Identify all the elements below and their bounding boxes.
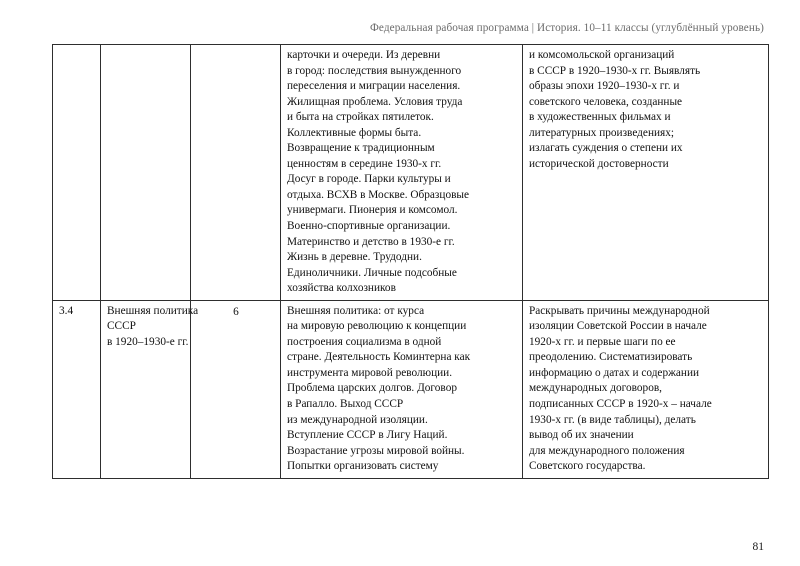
text-line: Внешняя политика: от курса — [287, 304, 425, 317]
cell-program-content — [281, 45, 523, 301]
text-line: в Рапалло. Выход СССР — [287, 398, 404, 411]
cell-section-code — [53, 45, 101, 301]
running-head: Федеральная рабочая программа | История. 10–11 классы (углублённый уровень) — [369, 22, 764, 34]
text-line: построения социализма в одной — [287, 335, 442, 348]
table-row — [53, 300, 769, 478]
table-body — [53, 45, 769, 479]
text-line: Материнство и детство в 1930-е гг. — [287, 235, 455, 248]
text-line: на мировую революцию к концепции — [287, 320, 467, 333]
cell-section-code — [53, 300, 101, 478]
curriculum-table — [52, 44, 769, 479]
text-line: и быта на стройках пятилеток. — [287, 111, 434, 124]
text-line: в СССР в 1920–1930-х гг. Выявлять — [529, 64, 701, 77]
text-line: информацию о датах и содержании — [529, 366, 700, 379]
text-line: Возвращение к традиционным — [287, 142, 435, 155]
text-line: Внешняя политика — [107, 304, 199, 317]
text-line: ценностям в середине 1930-х гг. — [287, 157, 442, 170]
text-line: Раскрывать причины международной — [529, 304, 710, 317]
cell-hours-count — [191, 300, 281, 478]
text-line: хозяйства колхозников — [287, 282, 396, 295]
section-code-text — [59, 304, 95, 320]
text-line: излагать суждения о степени их — [529, 142, 683, 155]
learning-activities-text — [529, 304, 763, 475]
text-line: Единоличники. Личные подсобные — [287, 266, 457, 279]
cell-topic-title — [101, 300, 199, 478]
text-line: карточки и очереди. Из деревни — [287, 49, 441, 61]
cell-learning-activities — [523, 300, 769, 478]
text-line: из международной изоляции. — [287, 413, 428, 426]
text-line: преодолению. Систематизировать — [529, 351, 693, 364]
text-line: вывод об их значении — [529, 429, 634, 442]
cell-topic-title — [101, 45, 191, 301]
text-line: в город: последствия вынужденного — [287, 64, 462, 77]
text-line: и комсомольской организаций — [529, 49, 675, 61]
topic-title-text — [107, 304, 199, 351]
hours-value: 6 — [233, 305, 239, 318]
text-line: в 1920–1930-е гг. — [107, 335, 189, 348]
text-line: в художественных фильмах и — [529, 111, 671, 124]
text-line: Досуг в городе. Парки культуры и — [287, 173, 451, 186]
table-row — [53, 45, 769, 301]
text-line: инструмента мировой революции. — [287, 366, 453, 379]
text-line: отдыха. ВСХВ в Москве. Образцовые — [287, 188, 470, 201]
text-line: Коллективные формы быта. — [287, 126, 422, 139]
text-line: Попытки организовать систему — [287, 460, 439, 473]
hours-value — [197, 48, 275, 49]
text-line: 3.4 — [59, 304, 74, 317]
cell-learning-activities — [523, 45, 769, 301]
text-line: подписанных СССР в 1920-х – начале — [529, 398, 712, 411]
text-line: универмаги. Пионерия и комсомол. — [287, 204, 458, 217]
cell-program-content — [281, 300, 523, 478]
text-line: Жилищная проблема. Условия труда — [287, 95, 463, 108]
text-line: Советского государства. — [529, 460, 646, 473]
text-line: советского человека, созданные — [529, 95, 683, 108]
text-line: стране. Деятельность Коминтерна как — [287, 351, 471, 364]
text-line: Возрастание угрозы мировой войны. — [287, 444, 465, 457]
text-line: 1930-х гг. (в виде таблицы), делать — [529, 413, 696, 426]
text-line: СССР — [107, 320, 136, 333]
text-line: Жизнь в деревне. Трудодни. — [287, 251, 422, 264]
text-line: 1920-х гг. и первые шаги по ее — [529, 335, 676, 348]
text-line: переселения и миграции населения. — [287, 80, 461, 93]
page-number: 81 — [752, 541, 764, 553]
text-line: международных договоров, — [529, 382, 663, 395]
text-line: Военно-спортивные организации. — [287, 220, 451, 233]
learning-activities-text — [529, 48, 763, 172]
text-line: литературных произведениях; — [529, 126, 675, 139]
text-line: Проблема царских долгов. Договор — [287, 382, 457, 395]
text-line: образы эпохи 1920–1930-х гг. и — [529, 80, 680, 93]
program-content-text — [287, 48, 517, 297]
text-line: изоляции Советской России в начале — [529, 320, 707, 333]
text-line: исторической достоверности — [529, 157, 669, 170]
text-line: Вступление СССР в Лигу Наций. — [287, 429, 448, 442]
cell-hours-count — [191, 45, 281, 301]
program-content-text — [287, 304, 517, 475]
text-line: для международного положения — [529, 444, 685, 457]
